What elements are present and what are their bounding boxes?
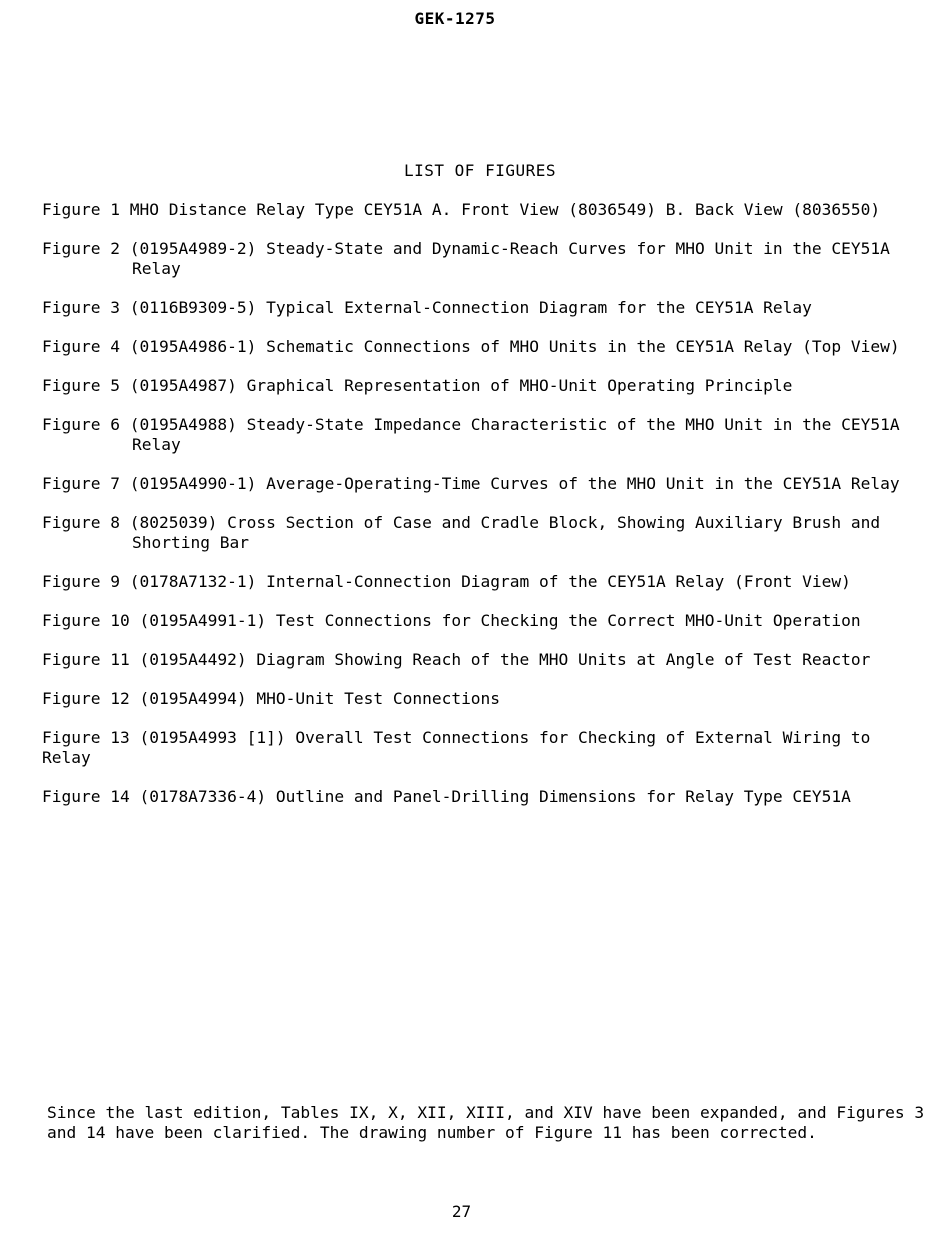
figure-entry-11: Figure 11 (0195A4492) Diagram Showing Reach of the MHO Units at Angle of Test Reactor xyxy=(42,650,871,669)
figure-entry-10: Figure 10 (0195A4991-1) Test Connections for Checking the Correct MHO-Unit Operation xyxy=(42,611,861,630)
figure-entry-6: Figure 6 (0195A4988) Steady-State Impedance Characteristic of the MHO Unit in the CEY51A Relay xyxy=(42,415,900,454)
page-number: 27 xyxy=(451,1202,472,1221)
revision-note: Since the last edition, Tables IX, X, XII, XIII, and XIV have been expanded, and Figures 3 and 14 have been clarified. The drawing number of Figure 11 has been corrected. xyxy=(47,1103,925,1142)
figure-entry-3: Figure 3 (0116B9309-5) Typical External-Connection Diagram for the CEY51A Relay xyxy=(42,298,812,317)
figure-entry-8: Figure 8 (8025039) Cross Section of Case and Cradle Block, Showing Auxiliary Brush and Shorting Bar xyxy=(42,513,881,552)
figure-list xyxy=(42,200,932,826)
figure-entry-12: Figure 12 (0195A4994) MHO-Unit Test Connections xyxy=(42,689,501,708)
figure-entry-5: Figure 5 (0195A4987) Graphical Representation of MHO-Unit Operating Principle xyxy=(42,376,793,395)
figure-entry-13: Figure 13 (0195A4993 [1]) Overall Test Connections for Checking of External Wiring to Relay xyxy=(42,728,871,767)
document-id: GEK-1275 xyxy=(414,9,496,28)
figure-entry-7: Figure 7 (0195A4990-1) Average-Operating-Time Curves of the MHO Unit in the CEY51A Relay xyxy=(42,474,900,493)
figure-entry-1: Figure 1 MHO Distance Relay Type CEY51A A. Front View (8036549) B. Back View (8036550) xyxy=(42,200,881,219)
figure-entry-9: Figure 9 (0178A7132-1) Internal-Connection Diagram of the CEY51A Relay (Front View) xyxy=(42,572,851,591)
figure-entry-2: Figure 2 (0195A4989-2) Steady-State and Dynamic-Reach Curves for MHO Unit in the CEY51A Relay xyxy=(42,239,890,278)
list-of-figures-title: LIST OF FIGURES xyxy=(404,161,556,180)
figure-entry-4: Figure 4 (0195A4986-1) Schematic Connections of MHO Units in the CEY51A Relay (Top View) xyxy=(42,337,900,356)
figure-entry-14: Figure 14 (0178A7336-4) Outline and Panel-Drilling Dimensions for Relay Type CEY51A xyxy=(42,787,851,806)
